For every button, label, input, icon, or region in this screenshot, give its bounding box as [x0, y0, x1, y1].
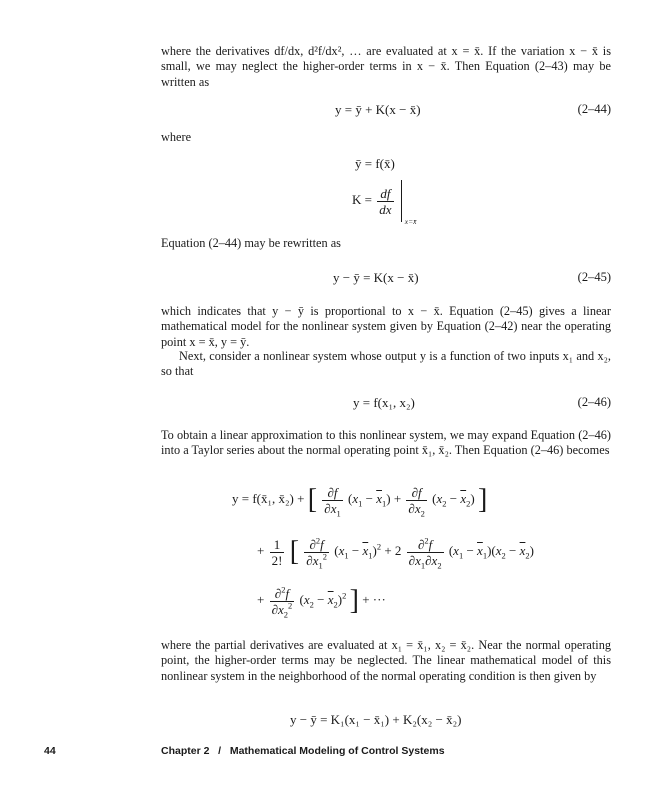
k-def-lhs: K =: [352, 191, 372, 207]
taylor-line2-plus: +: [257, 542, 265, 558]
bracket-close-1: ]: [477, 484, 488, 515]
paragraph-4: Next, consider a nonlinear system whose output y is a function of two inputs x₁ and x₂, so that: [161, 349, 611, 379]
k-def-denominator: dx: [379, 201, 392, 217]
taylor-expansion-line-3: + $\frac{\partial^2f}{\partial x_2^2}$ $(x_2 - \overline{x}_2)^2$ ] + ···: [257, 584, 386, 620]
k-def-eval-point: x=x̄: [404, 217, 417, 226]
k-def-fraction: [377, 186, 393, 217]
paragraph-3: which indicates that y − ȳ is proportional to x − x̄. Equation (2–45) gives a linear mathematical model for the nonlinear system given by Equation (2–42) near the operating point x = x̄, y = ȳ.: [161, 304, 611, 349]
second-partial-x2-fraction: $\frac{\partial^2f}{\partial x_2^2}$: [271, 584, 293, 620]
k-def-numerator: df: [377, 186, 393, 202]
paragraph-5: To obtain a linear approximation to this nonlinear system, we may expand Equation (2–46) into a Taylor series about the normal operating point x̄₁, x̄₂. Then Equation (2–46) becomes: [161, 428, 611, 458]
taylor-expansion-line-2: + $\frac{1}{2!}$ [ $\frac{\partial^2f}{\partial x_1^2}$ $(x_1 - \overline{x}_1)^2 + 2$ $\frac{\partial^2f}{\partial x_1\partial x_2}$ $(x_1 - \overline{x}_1)(x_2 - \overline{x}_2)$: [257, 535, 534, 571]
equation-2-44: y = ȳ + K(x − x̄): [335, 102, 421, 117]
taylor-line1-lead: y = f(x̄₁, x̄₂) +: [232, 490, 305, 506]
equation-number-2-46: (2–46): [577, 395, 611, 409]
taylor-expansion-line-1: [232, 484, 488, 519]
equation-number-2-44: (2–44): [577, 102, 611, 116]
term-x2-deviation: $(x_2 - \overline{x}_2)$: [432, 490, 475, 509]
partial-f-x1-fraction: $\frac{\partial f}{\partial x_1}$: [324, 484, 341, 519]
mixed-partial-fraction: $\frac{\partial^2f}{\partial x_1\partial x_2}$: [408, 535, 442, 571]
bracket-open-1: [: [307, 484, 318, 515]
taylor-line3-plus: +: [257, 591, 265, 607]
equation-2-45: y − ȳ = K(x − x̄): [333, 270, 419, 285]
bracket-close-2: ]: [349, 585, 359, 616]
equation-ybar-definition: ȳ = f(x̄): [355, 156, 395, 171]
chapter-footer: Chapter 2 / Mathematical Modeling of Control Systems: [161, 745, 445, 757]
equation-number-2-45: (2–45): [577, 270, 611, 284]
bracket-open-2: [: [289, 536, 300, 567]
second-partial-x1-fraction: $\frac{\partial^2f}{\partial x_1^2}$: [306, 535, 327, 571]
paragraph-6: where the partial derivatives are evaluated at x₁ = x̄₁, x₂ = x̄₂. Near the normal operating point, the higher-order terms may be neglected. The linear mathematical model of this nonlinear system in the neighborhood of the normal operating condition is then given by: [161, 638, 611, 683]
term-x1-deviation: $(x_1 - \overline{x}_1)$ +: [348, 490, 402, 509]
one-over-2-factorial: $\frac{1}{2!}$: [271, 536, 283, 568]
k-def-evaluation-bar: [401, 180, 417, 226]
equation-2-46: y = f(x₁, x₂): [353, 395, 415, 410]
equation-linear-model: y − ȳ = K₁(x₁ − x̄₁) + K₂(x₂ − x̄₂): [290, 712, 462, 727]
where-label-1: where: [161, 130, 192, 144]
page-number: 44: [44, 745, 56, 757]
paragraph-2: Equation (2–44) may be rewritten as: [161, 236, 341, 250]
paragraph-1: where the derivatives df/dx, d²f/dx², … are evaluated at x = x̄. If the variation x − x̄ is small, we may neglect the higher-order terms in x − x̄. Then Equation (2–43) may be written as: [161, 44, 611, 89]
equation-k-definition: [352, 180, 417, 226]
partial-f-x2-fraction: $\frac{\partial f}{\partial x_2}$: [408, 484, 425, 519]
